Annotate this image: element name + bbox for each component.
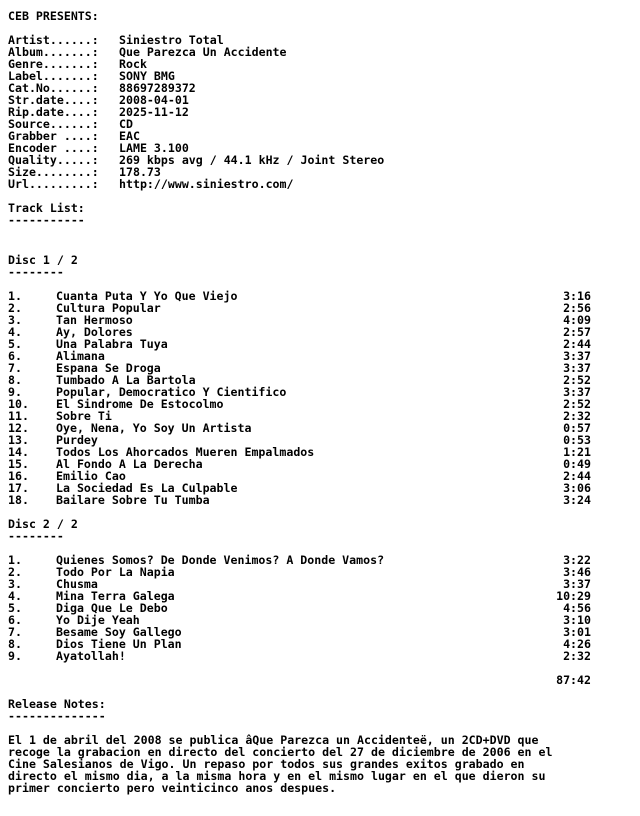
track-duration: 0:57 <box>563 421 591 435</box>
track-duration: 3:37 <box>563 361 591 375</box>
release-notes <box>8 734 640 794</box>
track-number: 7. <box>8 361 22 375</box>
tracklist-heading: Track List: <box>8 201 85 215</box>
track-title: Mina Terra Galega <box>56 589 175 603</box>
track-number: 10. <box>8 397 29 411</box>
track-number: 1. <box>8 553 22 567</box>
info-key: Album.......: <box>8 45 99 59</box>
info-key: Genre.......: <box>8 57 99 71</box>
track-number: 4. <box>8 325 22 339</box>
track-number: 16. <box>8 469 29 483</box>
info-key: Artist......: <box>8 33 99 47</box>
track-number: 5. <box>8 601 22 615</box>
track-number: 3. <box>8 313 22 327</box>
track-duration: 10:29 <box>556 589 591 603</box>
info-row <box>8 58 640 70</box>
tracklist-underline: ----------- <box>8 213 85 227</box>
info-value: 2025-11-12 <box>119 105 189 119</box>
track-number: 2. <box>8 565 22 579</box>
track-title: Purdey <box>56 433 98 447</box>
track-duration: 2:56 <box>563 301 591 315</box>
track-number: 6. <box>8 613 22 627</box>
info-value: 88697289372 <box>119 81 196 95</box>
track-duration: 3:37 <box>563 349 591 363</box>
track-duration: 3:22 <box>563 553 591 567</box>
info-value: LAME 3.100 <box>119 141 189 155</box>
track-title: Todo Por La Napia <box>56 565 175 579</box>
track-title: La Sociedad Es La Culpable <box>56 481 238 495</box>
info-value: EAC <box>119 129 140 143</box>
track-title: Besame Soy Gallego <box>56 625 182 639</box>
info-value: Que Parezca Un Accidente <box>119 45 287 59</box>
info-key: Encoder ....: <box>8 141 99 155</box>
track-title: Quienes Somos? De Donde Venimos? A Donde Vamos? <box>56 553 385 567</box>
track-number: 15. <box>8 457 29 471</box>
track-duration: 3:46 <box>563 565 591 579</box>
track-title: Popular, Democratico Y Cientifico <box>56 385 287 399</box>
track-number: 3. <box>8 577 22 591</box>
info-key: Cat.No......: <box>8 81 99 95</box>
track-duration: 4:09 <box>563 313 591 327</box>
info-key: Label.......: <box>8 69 99 83</box>
info-key: Size........: <box>8 165 99 179</box>
info-row <box>8 118 640 130</box>
track-title: Al Fondo A La Derecha <box>56 457 203 471</box>
release-notes-heading: Release Notes: <box>8 697 106 711</box>
track-duration: 2:52 <box>563 373 591 387</box>
track-duration: 2:44 <box>563 469 591 483</box>
track-duration: 3:16 <box>563 289 591 303</box>
info-row <box>8 166 640 178</box>
track-number: 17. <box>8 481 29 495</box>
track-duration: 3:37 <box>563 577 591 591</box>
track-title: Yo Dije Yeah <box>56 613 140 627</box>
info-key: Url.........: <box>8 177 99 191</box>
info-key: Grabber ....: <box>8 129 99 143</box>
track-duration: 3:06 <box>563 481 591 495</box>
info-row <box>8 154 640 166</box>
track-title: Cuanta Puta Y Yo Que Viejo <box>56 289 238 303</box>
info-value: Siniestro Total <box>119 33 224 47</box>
track-duration: 2:32 <box>563 649 591 663</box>
track-title: Oye, Nena, Yo Soy Un Artista <box>56 421 252 435</box>
track-number: 8. <box>8 637 22 651</box>
info-key: Rip.date....: <box>8 105 99 119</box>
info-block <box>8 34 640 190</box>
info-value: SONY BMG <box>119 69 175 83</box>
track-number: 9. <box>8 385 22 399</box>
track-number: 14. <box>8 445 29 459</box>
info-value: Rock <box>119 57 147 71</box>
track-title: Diga Que Le Debo <box>56 601 168 615</box>
track-title: El Sindrome De Estocolmo <box>56 397 224 411</box>
track-title: Tumbado A La Bartola <box>56 373 196 387</box>
info-value: 178.73 <box>119 165 161 179</box>
track-number: 8. <box>8 373 22 387</box>
track-title: Dios Tiene Un Plan <box>56 637 182 651</box>
track-number: 13. <box>8 433 29 447</box>
info-row <box>8 34 640 46</box>
track-title: Espana Se Droga <box>56 361 161 375</box>
track-row <box>8 494 640 506</box>
disc-title: Disc 2 / 2 <box>8 517 78 531</box>
track-title: Ay, Dolores <box>56 325 133 339</box>
track-duration: 3:37 <box>563 385 591 399</box>
track-title: Una Palabra Tuya <box>56 337 168 351</box>
info-row <box>8 46 640 58</box>
info-value: CD <box>119 117 133 131</box>
track-title: Sobre Ti <box>56 409 112 423</box>
track-number: 12. <box>8 421 29 435</box>
track-title: Todos Los Ahorcados Mueren Empalmados <box>56 445 315 459</box>
track-number: 2. <box>8 301 22 315</box>
track-duration: 4:26 <box>563 637 591 651</box>
track-number: 11. <box>8 409 29 423</box>
track-title: Bailare Sobre Tu Tumba <box>56 493 210 507</box>
track-number: 5. <box>8 337 22 351</box>
track-duration: 2:52 <box>563 397 591 411</box>
track-title: Tan Hermoso <box>56 313 133 327</box>
release-notes-line: recoge la grabacion en directo del concierto del 27 de diciembre de 2006 en el <box>8 745 553 759</box>
info-row <box>8 130 640 142</box>
track-row <box>8 422 640 434</box>
track-duration: 2:57 <box>563 325 591 339</box>
info-key: Str.date....: <box>8 93 99 107</box>
track-number: 7. <box>8 625 22 639</box>
track-title: Cultura Popular <box>56 301 161 315</box>
info-row <box>8 178 640 190</box>
track-number: 18. <box>8 493 29 507</box>
info-row <box>8 106 640 118</box>
track-row <box>8 650 640 662</box>
track-title: Emilio Cao <box>56 469 126 483</box>
info-value: http://www.siniestro.com/ <box>119 177 294 191</box>
info-value: 269 kbps avg / 44.1 kHz / Joint Stereo <box>119 153 385 167</box>
info-key: Source......: <box>8 117 99 131</box>
release-notes-line: directo el mismo dia, a la misma hora y en el mismo lugar en el que dieron su <box>8 769 546 783</box>
info-value: 2008-04-01 <box>119 93 189 107</box>
track-duration: 0:53 <box>563 433 591 447</box>
track-row <box>8 566 640 578</box>
release-notes-line: Cine Salesianos de Vigo. Un repaso por todos sus grandes exitos grabado en <box>8 757 525 771</box>
disc-title: Disc 1 / 2 <box>8 253 78 267</box>
track-duration: 3:10 <box>563 613 591 627</box>
info-row <box>8 70 640 82</box>
track-number: 6. <box>8 349 22 363</box>
track-duration: 2:44 <box>563 337 591 351</box>
track-duration: 4:56 <box>563 601 591 615</box>
track-duration: 0:49 <box>563 457 591 471</box>
release-notes-underline: -------------- <box>8 709 106 723</box>
total-duration: 87:42 <box>556 673 591 687</box>
info-key: Quality.....: <box>8 153 99 167</box>
track-number: 9. <box>8 649 22 663</box>
document-header: CEB PRESENTS: <box>8 9 99 23</box>
info-row <box>8 82 640 94</box>
track-number: 4. <box>8 589 22 603</box>
track-number: 1. <box>8 289 22 303</box>
track-duration: 3:24 <box>563 493 591 507</box>
track-duration: 2:32 <box>563 409 591 423</box>
track-duration: 1:21 <box>563 445 591 459</box>
release-notes-line: El 1 de abril del 2008 se publica âQue Parezca un Accidenteë, un 2CD+DVD que <box>8 733 539 747</box>
disc-underline: -------- <box>8 529 64 543</box>
info-row <box>8 94 640 106</box>
disc-list <box>8 254 640 662</box>
track-duration: 3:01 <box>563 625 591 639</box>
disc-underline: -------- <box>8 265 64 279</box>
release-notes-line: primer concierto pero veinticinco anos despues. <box>8 781 337 795</box>
track-title: Chusma <box>56 577 98 591</box>
track-title: Ayatollah! <box>56 649 126 663</box>
track-title: Alimana <box>56 349 105 363</box>
